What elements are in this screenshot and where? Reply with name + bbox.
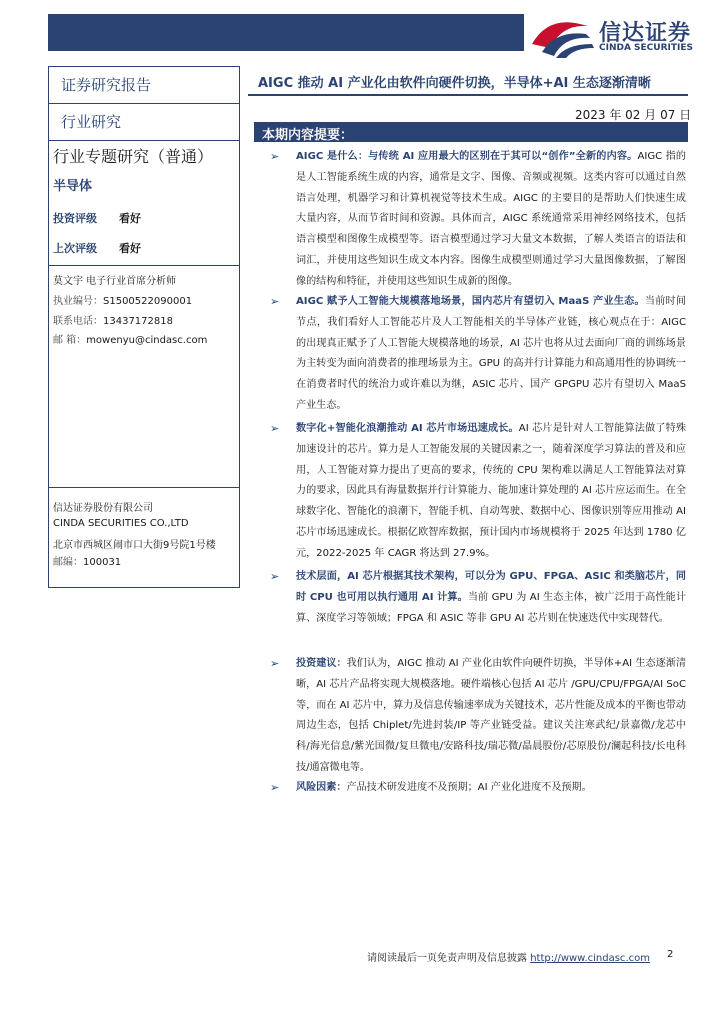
prev-rating-value: 看好	[119, 242, 141, 255]
footer-disclaimer	[367, 949, 650, 964]
paragraph-lead: AIGC 赋予人工智能大规模落地场景，国内芯片有望切入 MaaS 产业生态。	[296, 296, 645, 307]
rating-label: 投资评级	[53, 212, 97, 225]
sector-name: 半导体	[53, 179, 93, 194]
title-divider	[248, 94, 688, 96]
paragraph-lead: AIGC 是什么：与传统 AI 应用最大的区别在于其可以“创作”全新的内容。	[296, 151, 638, 162]
cert-number	[53, 292, 192, 307]
company-address: 北京市西城区闹市口大街9号院1号楼	[53, 540, 216, 551]
website-link[interactable]: http://www.cindasc.com	[530, 953, 650, 964]
email-label: 邮 箱：	[53, 335, 87, 346]
section-title: 本期内容提要：	[262, 128, 354, 143]
report-date: 2023 年 02 月 07 日	[575, 108, 692, 122]
company-name-cn: 信达证券股份有限公司	[53, 503, 153, 514]
paragraph-body: AI 芯片是针对人工智能算法做了特殊加速设计的芯片。算力是人工智能发展的关键因素之一，随着深度学习算法的普及和应用，人工智能对算力提出了更高的要求，传统的 CPU 架构难以满足人工智能算法对算力的要求，因此具有海量数据并行计算能力、能加速计算处理的 AI 芯片应运而生。在全球数字化、智能化的浪潮下，智能手机、自动驾驶、数据中心、图像识别等应用推动 AI 芯片市场迅速成长。根据亿欧智库数据，预计国内市场规模将于 2025 年达到 1780 亿元，2022-2025 年 CAGR 将达到 27.9%。	[296, 423, 686, 559]
bullet-icon: ➢	[270, 422, 280, 435]
report-type: 证券研究报告	[49, 67, 239, 104]
sidebar-divider	[49, 265, 239, 266]
paragraph-lead: 技术层面，AI 芯片根据其技术架构，可以分为 GPU、FPGA、ASIC 和类脑芯片，同时 CPU 也可用以执行通用 AI 计算。	[296, 571, 686, 603]
paragraph-body: 我们认为，AIGC 推动 AI 产业化由软件向硬件切换，半导体+AI 生态逐渐清晰，AI 芯片产品将实现大规模落地。硬件端核心包括 AI 芯片 /GPU/CPU/FPGA/AI SoC 等，而在 AI 芯片中，算力及信息传输速率成为关键技术，芯片性能及成本的平衡也带动周边生态，包括 Chiplet/先进封装/IP 等产业链受益。建议关注寒武纪/景嘉微/龙芯中科/海光信息/紫光国微/复旦微电/安路科技/瑞芯微/晶晨股份/芯原股份/澜起科技/长电科技/通富微电等。	[296, 658, 686, 773]
bullet-icon: ➢	[270, 295, 280, 308]
summary-paragraph	[296, 567, 686, 629]
investment-rating	[53, 210, 141, 226]
phone-value: 13437172818	[103, 316, 173, 327]
email	[53, 331, 207, 346]
brand-name-en: CINDA SECURITIES	[599, 43, 693, 53]
header-bar	[48, 14, 524, 51]
postcode-value: 100031	[83, 557, 122, 568]
cert-value: S1500522090001	[103, 296, 193, 307]
summary-paragraph	[296, 778, 686, 799]
email-value[interactable]: mowenyu@cindasc.com	[86, 335, 208, 346]
bullet-icon: ➢	[270, 657, 280, 670]
sidebar	[48, 66, 240, 588]
cert-label: 执业编号：	[53, 296, 103, 307]
rating-value: 看好	[119, 212, 141, 225]
paragraph-body: 当前时间节点，我们看好人工智能芯片及人工智能相关的半导体产业链，核心观点在于：AIGC 的出现真正赋予了人工智能大规模落地的场景，AI 芯片也将从过去面向厂商的训练场景为主转变为面向消费者的推理场景为主。GPU 的高并行计算能力和高通用性的协调统一在消费者时代的统治力或许难以为继，ASIC 芯片、国产 GPGPU 芯片有望切入 MaaS 产业生态。	[296, 296, 686, 411]
bullet-icon: ➢	[270, 781, 280, 794]
report-subtype: 行业专题研究（普通）	[53, 147, 214, 166]
analyst-name: 莫文宇 电子行业首席分析师	[53, 276, 177, 287]
summary-paragraph	[296, 292, 686, 417]
paragraph-lead: 数字化+智能化浪潮推动 AI 芯片市场迅速成长。	[296, 423, 519, 434]
summary-paragraph	[296, 419, 686, 565]
page-number: 2	[667, 949, 674, 960]
bullet-icon: ➢	[270, 150, 280, 163]
postcode	[53, 553, 121, 568]
phone-label: 联系电话：	[53, 316, 103, 327]
summary-paragraph	[296, 654, 686, 779]
paragraph-lead: 投资建议：	[296, 658, 347, 669]
brand-name-cn: 信达证券	[599, 21, 692, 46]
company-name-en: CINDA SECURITIES CO.,LTD	[53, 518, 189, 529]
paragraph-body: 产品技术研发进度不及预期；AI 产业化进度不及预期。	[346, 782, 592, 793]
postcode-label: 邮编：	[53, 557, 83, 568]
previous-rating	[53, 240, 141, 256]
bullet-icon: ➢	[270, 570, 280, 583]
research-type: 行业研究	[49, 104, 239, 141]
disclaimer-text: 请阅读最后一页免责声明及信息披露	[367, 953, 527, 964]
report-title: AIGC 推动 AI 产业化由软件向硬件切换，半导体+AI 生态逐渐清晰	[258, 76, 651, 91]
prev-rating-label: 上次评级	[53, 242, 97, 255]
summary-paragraph	[296, 147, 686, 293]
paragraph-body: AIGC 指的是人工智能系统生成的内容，通常是文字、图像、音频或视频。这类内容可以通过自然语言处理，机器学习和计算机视觉等技术生成。AIGC 的主要目的是帮助人们快速生成大量内容，从而节省时间和资源。具体而言，AIGC 系统通常采用神经网络技术，包括语言模型和图像生成模型等。语言模型通过学习大量文本数据，了解人类语言的语法和词汇，并使用这些知识生成文本内容。图像生成模型则通过学习大量图像数据，了解图像的结构和特征，并使用这些知识生成新的图像。	[296, 151, 686, 287]
sidebar-divider	[49, 487, 239, 488]
paragraph-body: 当前 GPU 为 AI 生态主体，被广泛用于高性能计算、深度学习等领域；FPGA 和 ASIC 等非 GPU AI 芯片则在快速迭代中实现替代。	[296, 591, 686, 624]
paragraph-lead: 风险因素：	[296, 782, 347, 793]
phone	[53, 312, 173, 327]
